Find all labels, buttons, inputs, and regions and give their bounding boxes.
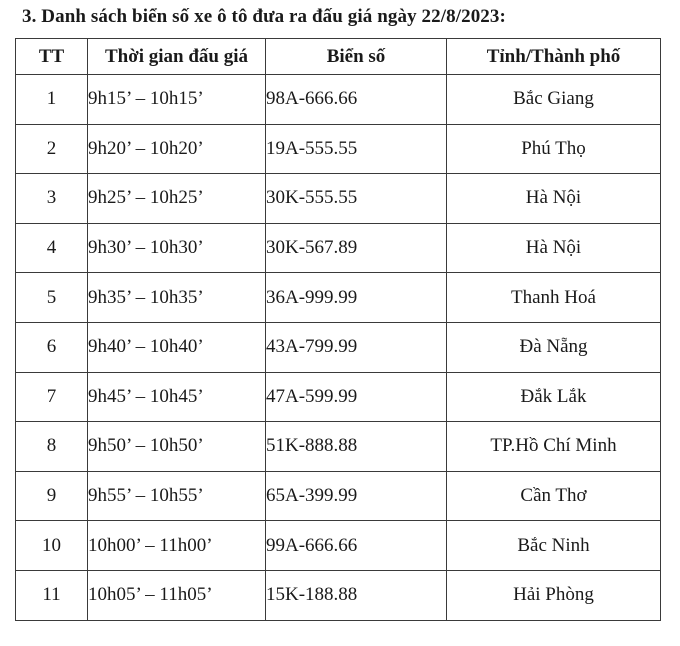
cell-province: Hà Nội [447, 223, 661, 273]
column-header-province: Tỉnh/Thành phố [447, 39, 661, 75]
cell-tt: 3 [16, 174, 88, 224]
cell-tt: 6 [16, 322, 88, 372]
cell-province: TP.Hồ Chí Minh [447, 422, 661, 472]
cell-province: Hà Nội [447, 174, 661, 224]
cell-tt: 10 [16, 521, 88, 571]
cell-province: Hải Phòng [447, 570, 661, 620]
cell-time: 9h45’ – 10h45’ [88, 372, 266, 422]
table-row [16, 422, 661, 472]
cell-tt: 1 [16, 75, 88, 125]
table-row [16, 75, 661, 125]
cell-plate: 98A-666.66 [266, 75, 447, 125]
cell-time: 9h20’ – 10h20’ [88, 124, 266, 174]
cell-time: 9h35’ – 10h35’ [88, 273, 266, 323]
column-header-plate: Biển số [266, 39, 447, 75]
cell-time: 9h15’ – 10h15’ [88, 75, 266, 125]
cell-tt: 2 [16, 124, 88, 174]
cell-plate: 99A-666.66 [266, 521, 447, 571]
cell-province: Bắc Ninh [447, 521, 661, 571]
cell-tt: 8 [16, 422, 88, 472]
cell-plate: 30K-555.55 [266, 174, 447, 224]
table-row [16, 124, 661, 174]
table-row [16, 174, 661, 224]
cell-time: 9h30’ – 10h30’ [88, 223, 266, 273]
cell-province: Thanh Hoá [447, 273, 661, 323]
cell-plate: 43A-799.99 [266, 322, 447, 372]
cell-tt: 9 [16, 471, 88, 521]
column-header-time: Thời gian đấu giá [88, 39, 266, 75]
cell-time: 9h40’ – 10h40’ [88, 322, 266, 372]
cell-plate: 36A-999.99 [266, 273, 447, 323]
cell-tt: 4 [16, 223, 88, 273]
cell-time: 10h05’ – 11h05’ [88, 570, 266, 620]
table-header-row [16, 39, 661, 75]
cell-province: Đắk Lắk [447, 372, 661, 422]
table-row [16, 471, 661, 521]
license-plate-table [15, 38, 661, 621]
table-row [16, 570, 661, 620]
cell-plate: 65A-399.99 [266, 471, 447, 521]
table-row [16, 521, 661, 571]
table-row [16, 223, 661, 273]
cell-plate: 51K-888.88 [266, 422, 447, 472]
cell-province: Bắc Giang [447, 75, 661, 125]
cell-time: 9h50’ – 10h50’ [88, 422, 266, 472]
table-row [16, 372, 661, 422]
cell-time: 9h25’ – 10h25’ [88, 174, 266, 224]
table-row [16, 322, 661, 372]
cell-plate: 15K-188.88 [266, 570, 447, 620]
cell-time: 10h00’ – 11h00’ [88, 521, 266, 571]
cell-plate: 30K-567.89 [266, 223, 447, 273]
cell-province: Cần Thơ [447, 471, 661, 521]
cell-province: Đà Nẵng [447, 322, 661, 372]
cell-tt: 11 [16, 570, 88, 620]
document-heading: 3. Danh sách biển số xe ô tô đưa ra đấu giá ngày 22/8/2023: [22, 6, 506, 27]
cell-tt: 5 [16, 273, 88, 323]
cell-plate: 47A-599.99 [266, 372, 447, 422]
cell-time: 9h55’ – 10h55’ [88, 471, 266, 521]
cell-province: Phú Thọ [447, 124, 661, 174]
column-header-tt: TT [16, 39, 88, 75]
cell-plate: 19A-555.55 [266, 124, 447, 174]
cell-tt: 7 [16, 372, 88, 422]
table-row [16, 273, 661, 323]
